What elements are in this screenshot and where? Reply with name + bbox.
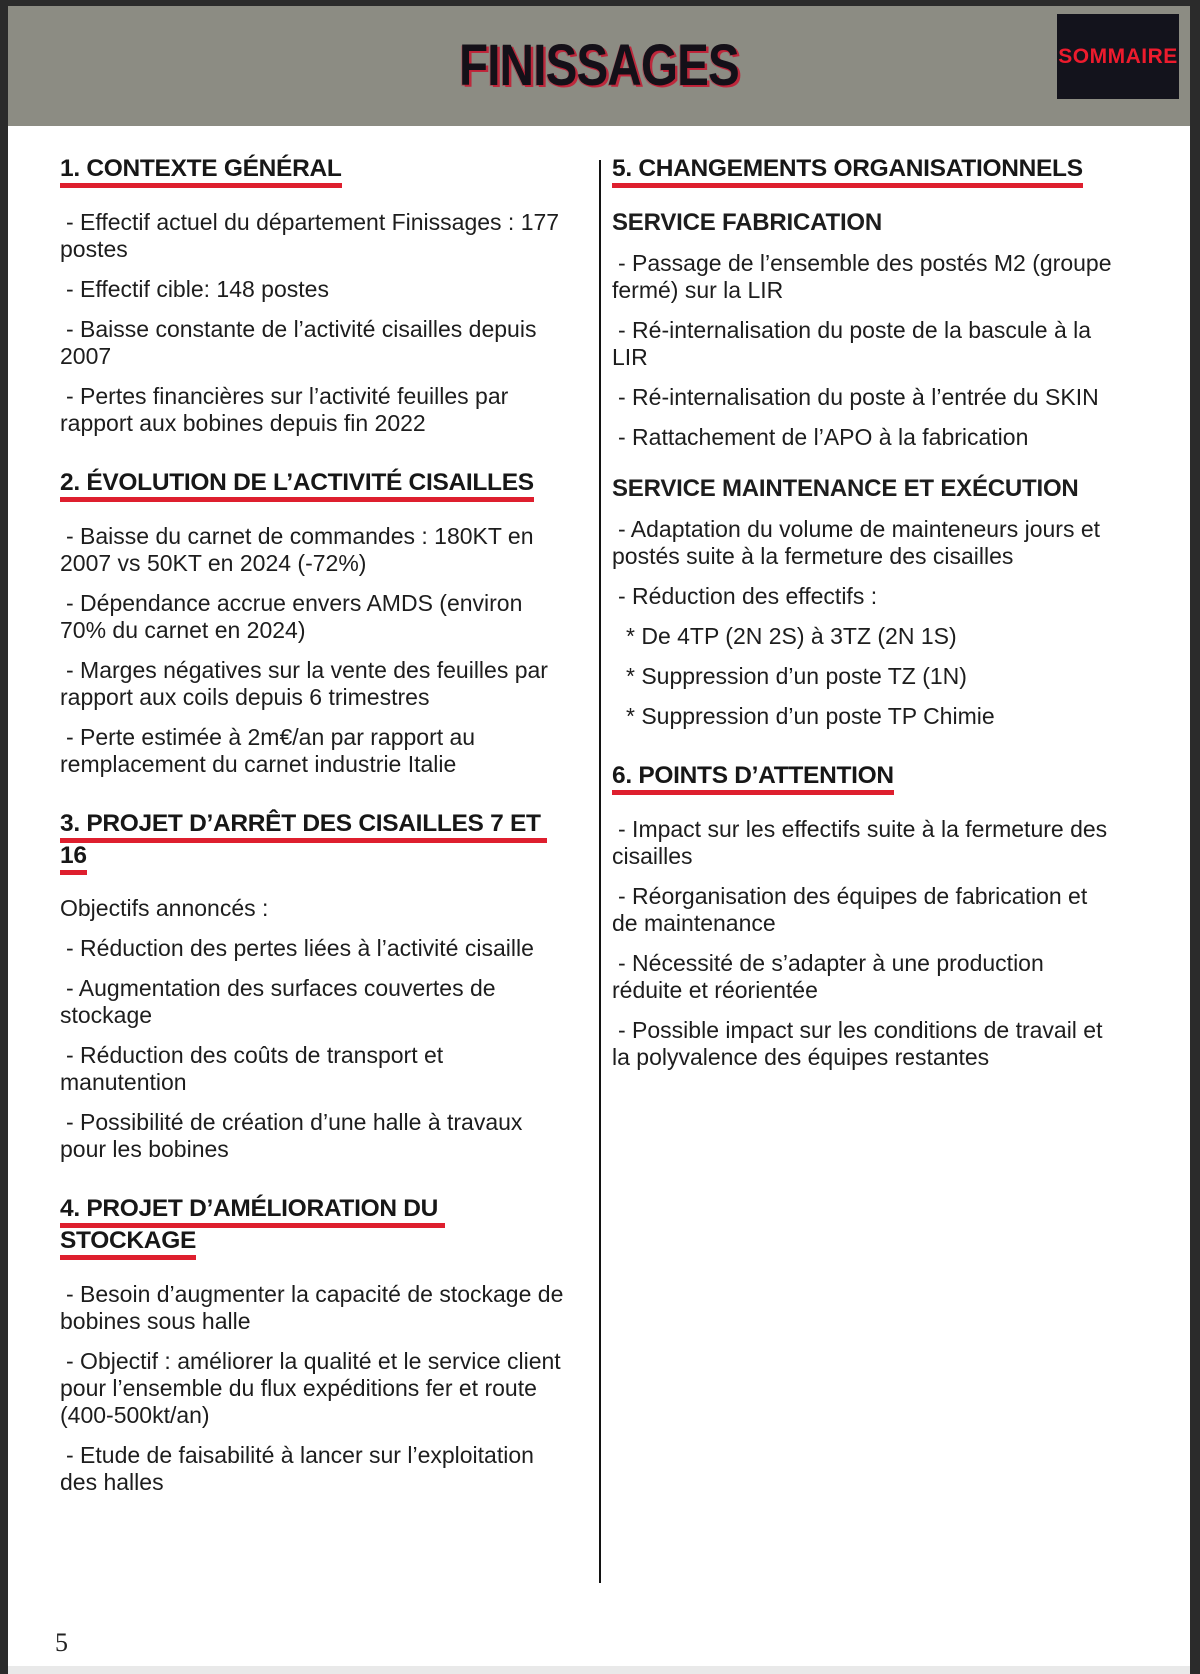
section-heading <box>60 808 567 872</box>
bullet-item: - Réorganisation des équipes de fabrication et de maintenance <box>612 882 1088 936</box>
bullet-item: - Réduction des pertes liées à l’activité cisaille <box>66 935 534 962</box>
sub-bullet-item: * Suppression d’un poste TP Chimie <box>626 702 995 729</box>
subsection-heading: SERVICE FABRICATION <box>612 208 883 236</box>
bullet-item: - Ré-internalisation du poste à l’entrée du SKIN <box>618 383 1099 410</box>
bullet-item: - Etude de faisabilité à lancer sur l’exploitation des halles <box>60 1442 534 1496</box>
section-heading-line: 1. CONTEXTE GÉNÉRAL <box>60 155 342 188</box>
section <box>60 1193 567 1496</box>
bullet-item: - Marges négatives sur la vente des feuilles par rapport aux coils depuis 6 trimestres <box>60 656 548 710</box>
section-heading <box>60 467 567 499</box>
bullet-item: - Impact sur les effectifs suite à la fermeture des cisailles <box>612 815 1108 869</box>
section <box>612 153 1117 730</box>
page-number: 5 <box>55 1628 68 1657</box>
column-divider <box>599 160 601 1583</box>
section <box>60 153 567 437</box>
bullet-item: - Passage de l’ensemble des postés M2 (groupe fermé) sur la LIR <box>612 249 1112 303</box>
bullet-item: - Réduction des coûts de transport et manutention <box>60 1042 444 1096</box>
section-heading-line: 4. PROJET D’AMÉLIORATION DU <box>60 1195 445 1228</box>
bullet-item: - Baisse constante de l’activité cisailles depuis 2007 <box>60 315 537 369</box>
section-heading <box>612 153 1117 185</box>
section-heading <box>60 1193 567 1257</box>
bullet-item: - Rattachement de l’APO à la fabrication <box>618 423 1029 450</box>
section <box>60 467 567 778</box>
section <box>612 760 1117 1071</box>
section-heading <box>612 760 1117 792</box>
bottom-strip <box>8 1666 1190 1674</box>
slide-header <box>8 6 1190 126</box>
bullet-item: - Dépendance accrue envers AMDS (environ 70% du carnet en 2024) <box>60 589 523 643</box>
right-column <box>612 153 1117 1084</box>
bullet-item: - Perte estimée à 2m€/an par rapport au remplacement du carnet industrie Italie <box>60 723 476 777</box>
section <box>60 808 567 1164</box>
sub-bullet-item: * De 4TP (2N 2S) à 3TZ (2N 1S) <box>626 622 957 649</box>
section-heading-line: 6. POINTS D’ATTENTION <box>612 762 894 795</box>
intro-text: Objectifs annoncés : <box>60 895 269 922</box>
section-heading-line: 5. CHANGEMENTS ORGANISATIONNELS <box>612 155 1083 188</box>
bullet-item: - Effectif cible: 148 postes <box>66 275 329 302</box>
frame-right <box>1190 0 1200 1674</box>
frame-left <box>0 0 8 1674</box>
section-heading-line: 2. ÉVOLUTION DE L’ACTIVITÉ CISAILLES <box>60 469 534 502</box>
bullet-item: - Besoin d’augmenter la capacité de stockage de bobines sous halle <box>60 1281 564 1335</box>
bullet-item: - Pertes financières sur l’activité feuilles par rapport aux bobines depuis fin 2022 <box>60 382 509 436</box>
bullet-item: - Réduction des effectifs : <box>618 582 878 609</box>
section-heading-line: 3. PROJET D’ARRÊT DES CISAILLES 7 ET 16 <box>60 810 547 875</box>
page-title: FINISSAGES <box>459 33 739 98</box>
section-heading <box>60 153 567 185</box>
bullet-item: - Adaptation du volume de mainteneurs jours et postés suite à la fermeture des cisailles <box>612 515 1101 569</box>
bullet-item: - Possibilité de création d’une halle à travaux pour les bobines <box>60 1109 523 1163</box>
bullet-item: - Baisse du carnet de commandes : 180KT en 2007 vs 50KT en 2024 (-72%) <box>60 522 534 576</box>
bullet-item: - Augmentation des surfaces couvertes de stockage <box>60 975 496 1029</box>
bullet-item: - Effectif actuel du département Finissages : 177 postes <box>60 208 560 262</box>
subsection-heading: SERVICE MAINTENANCE ET EXÉCUTION <box>612 474 1079 502</box>
sommaire-button[interactable]: SOMMAIRE <box>1057 14 1179 99</box>
left-column <box>60 153 567 1509</box>
sub-bullet-item: * Suppression d’un poste TZ (1N) <box>626 662 967 689</box>
section-heading-line: STOCKAGE <box>60 1227 196 1260</box>
bullet-item: - Nécessité de s’adapter à une production réduite et réorientée <box>612 949 1044 1003</box>
bullet-item: - Possible impact sur les conditions de travail et la polyvalence des équipes restantes <box>612 1016 1103 1070</box>
bullet-item: - Objectif : améliorer la qualité et le service client pour l’ensemble du flux expéditions fer et route (400-500kt/an) <box>60 1348 561 1429</box>
bullet-item: - Ré-internalisation du poste de la bascule à la LIR <box>612 316 1092 370</box>
